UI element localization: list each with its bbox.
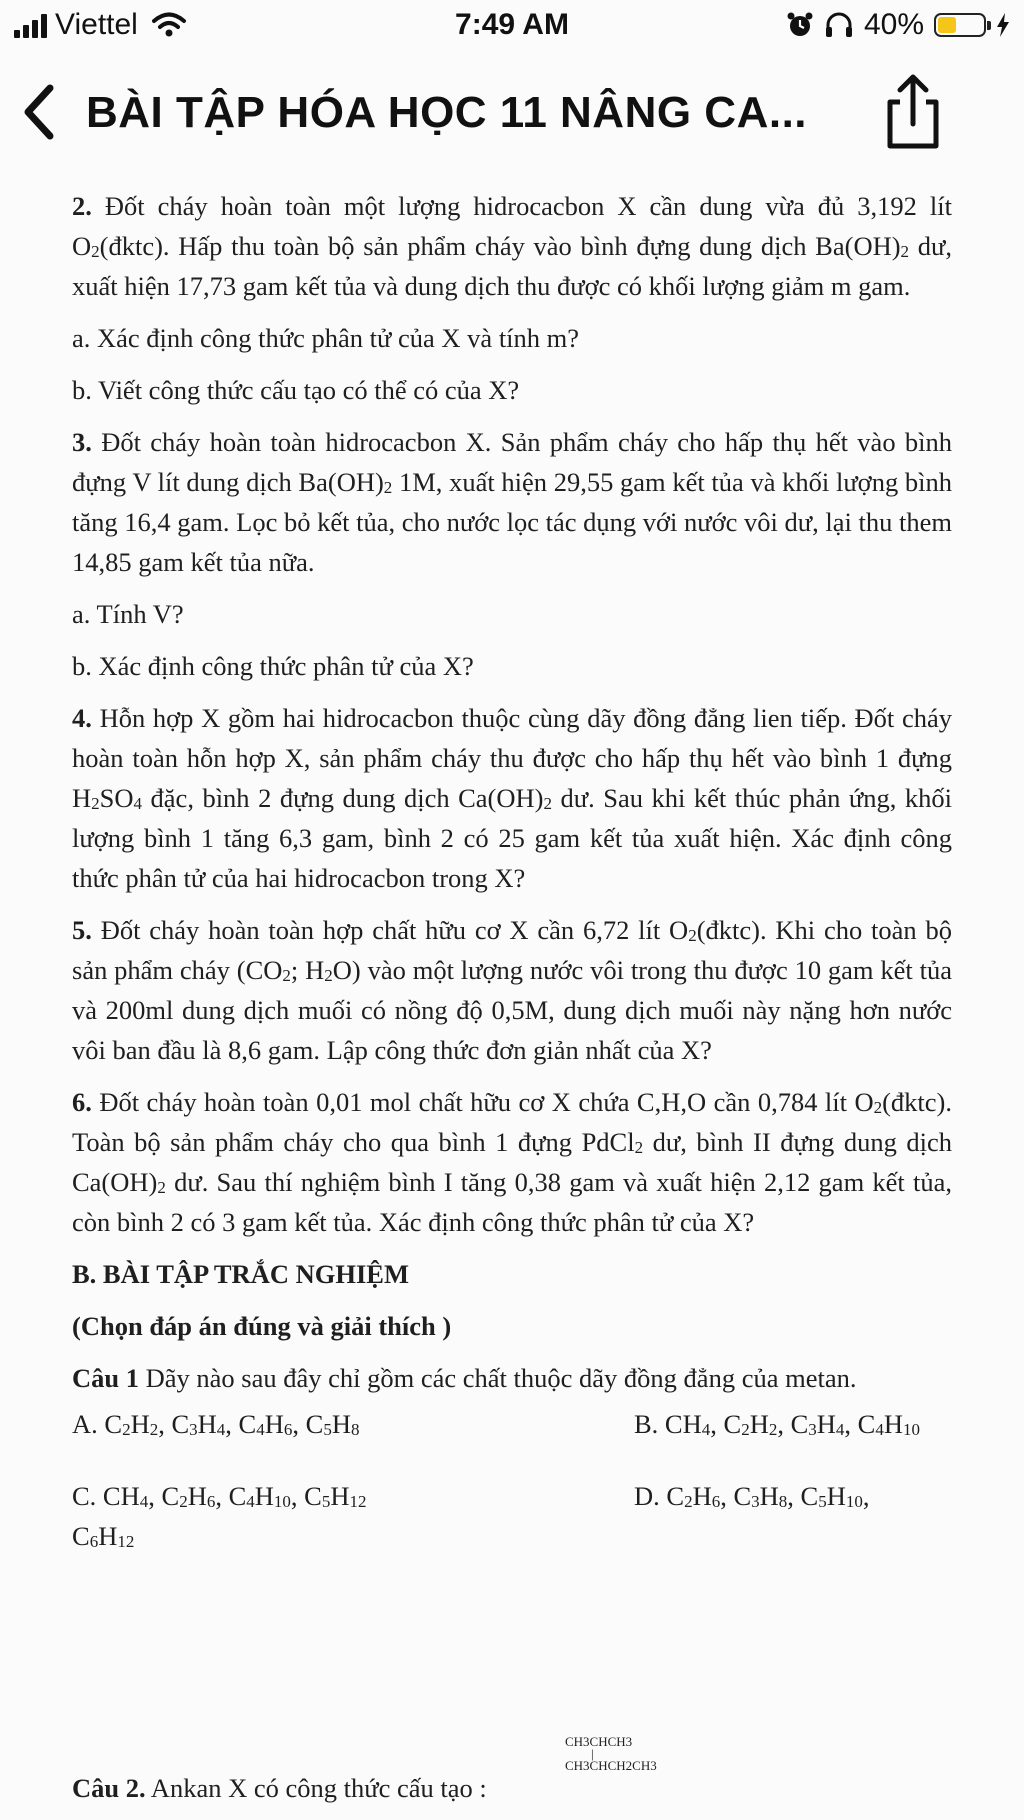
exercise-4: 4. Hỗn hợp X gồm hai hidrocacbon thuộc cùng dãy đồng đẳng lien tiếp. Đốt cháy hoàn toàn hỗn hợp X, sản phẩm cháy thu được cho hấp thụ hết vào bình 1 đựng $H_2SO_4$ đặc, bình 2 đựng dung dịch $Ca(OH)_2$ dư. Sau khi kết thúc phản ứng, khối lượng bình 1 tăng 6,3 gam, bình 2 có 25 gam kết tủa xuất hiện. Xác định công thức phân tử của hai hidrocacbon trong X? bbox=[72, 703, 952, 893]
carrier-label: Viettel bbox=[55, 8, 138, 41]
nav-bar bbox=[0, 56, 1024, 166]
status-bar bbox=[0, 0, 1024, 56]
section-heading: B. BÀI TẬP TRẮC NGHIỆM bbox=[72, 1259, 409, 1289]
exercise-3a: a. Tính V? bbox=[72, 599, 184, 629]
exercise-3b: b. Xác định công thức phân tử của X? bbox=[72, 651, 474, 681]
exercise-6: 6. Đốt cháy hoàn toàn 0,01 mol chất hữu cơ X chứa C,H,O cần 0,784 lít $O_2(đktc)$. Toàn bộ sản phẩm cháy cho qua bình 1 đựng PdCl$_2$ dư, bình II đựng dung dịch $Ca(OH)_2$ dư. Sau thí nghiệm bình I tăng 0,38 gam và xuất hiện 2,12 gam kết tủa, còn bình 2 có 3 gam kết tủa. Xác định công thức phân tử của X? bbox=[72, 1087, 952, 1237]
back-chevron-icon[interactable] bbox=[18, 82, 58, 142]
battery-percent: 40% bbox=[863, 8, 924, 41]
exercise-5: 5. Đốt cháy hoàn toàn hợp chất hữu cơ X cần 6,72 lít $O_2(đktc)$. Khi cho toàn bộ sản phẩm cháy ($CO_2$; $H_2O$) vào một lượng nước vôi trong thu được 10 gam kết tủa và 200ml dung dịch muối có nồng độ 0,5M, dung dịch muối này nặng hơn nước vôi ban đầu là 8,6 gam. Lập công thức đơn giản nhất của X? bbox=[72, 915, 952, 1065]
question-1: Câu 1 Dãy nào sau đây chỉ gồm các chất thuộc dãy đồng đẳng của metan. bbox=[72, 1363, 857, 1393]
exercise-2a: a. Xác định công thức phân tử của X và tính m? bbox=[72, 323, 580, 353]
share-icon[interactable] bbox=[880, 72, 946, 152]
headphones-icon bbox=[824, 11, 854, 39]
option-1d-cont: $C_6H_{12}$ bbox=[72, 1521, 135, 1551]
option-1a: A. $C_2H_2$, $C_3H_4$, $C_4H_6$, $C_5H_8$ bbox=[72, 1409, 360, 1439]
battery-icon bbox=[934, 13, 986, 37]
exercise-2b: b. Viết công thức cấu tạo có thể có của X? bbox=[72, 375, 520, 405]
document-page bbox=[72, 186, 952, 1556]
option-1d: D. $C_2H_6$, $C_3H_8$, $C_5H_{10}$, bbox=[634, 1481, 870, 1511]
page-title: BÀI TẬP HÓA HỌC 11 NÂNG CA... bbox=[86, 88, 808, 137]
section-subtitle: (Chọn đáp án đúng và giải thích ) bbox=[72, 1311, 452, 1341]
charging-icon bbox=[996, 13, 1010, 37]
question-2: Câu 2. Ankan X có công thức cấu tạo : bbox=[72, 1773, 487, 1803]
exercise-3: 3. Đốt cháy hoàn toàn hidrocacbon X. Sản phẩm cháy cho hấp thụ hết vào bình đựng V lít dung dịch $Ba(OH)_2$ 1M, xuất hiện 29,55 gam kết tủa và khối lượng bình tăng 16,4 gam. Lọc bỏ kết tủa, cho nước lọc tác dụng với nước vôi dư, lại thu them 14,85 gam kết tủa nữa. bbox=[72, 427, 952, 577]
option-1c: C. $CH_4$, $C_2H_6$, $C_4H_{10}$, $C_5H_{12}$ bbox=[72, 1481, 367, 1511]
option-1b: B. $CH_4$, $C_2H_2$, $C_3H_4$, $C_4H_{10}$ bbox=[634, 1409, 920, 1439]
exercise-2: 2. Đốt cháy hoàn toàn một lượng hidrocacbon X cần dung vừa đủ 3,192 lít $O_2(đktc)$. Hấp thu toàn bộ sản phẩm cháy vào bình đựng dung dịch $Ba(OH)_2$ dư, xuất hiện 17,73 gam kết tủa và dung dịch thu được có khối lượng giảm m gam. bbox=[72, 191, 952, 301]
structure-formula: CH3CHCH3 | CH3CHCH2CH3 bbox=[565, 1734, 657, 1773]
alarm-icon bbox=[786, 11, 814, 39]
clock: 7:49 AM bbox=[455, 8, 569, 41]
